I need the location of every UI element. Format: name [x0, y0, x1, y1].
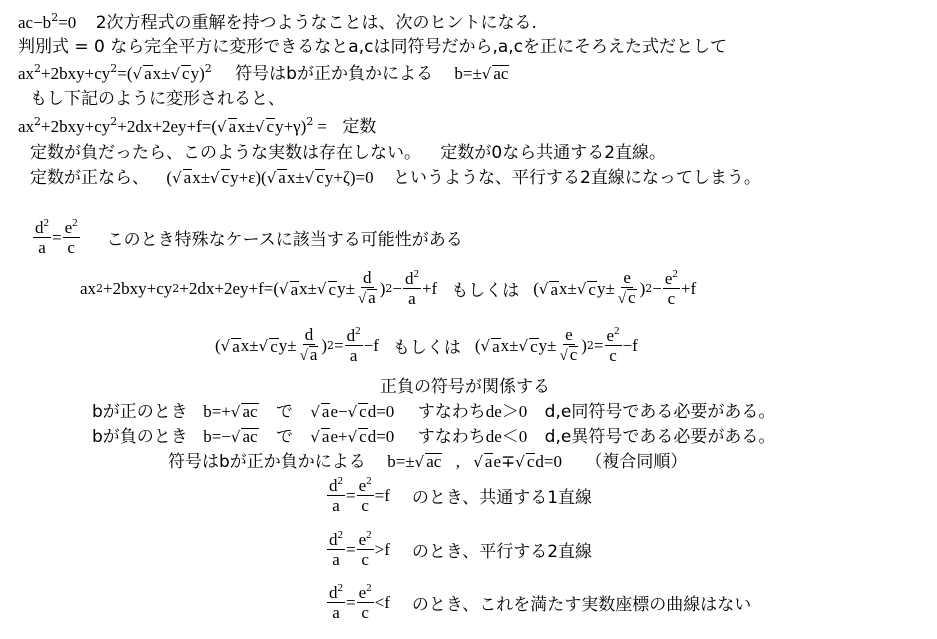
formula-discriminant: ac−b [18, 13, 52, 32]
case-less: $\frac{d^2}{a}$ = $\frac{e^2}{c}$ <f のとき、これを満たす実数座標の曲線はない [329, 582, 752, 622]
special-condition: $\frac{d^2}{a}$ = $\frac{e^2}{c}$ このとき特殊なケースに該当する可能性がある [35, 217, 463, 257]
line-6: 定数が負だったら、このような実数は存在しない。 定数が0なら共通する2直線。 [30, 143, 667, 163]
line-4: もし下記のように変形されると、 [30, 89, 285, 109]
sign-note: 正負の符号が関係する [380, 377, 550, 397]
sign-summary: 符号はbが正か負かによる b=±√ ac , √ ae∓√ cd=0 （複合同順） [168, 452, 688, 472]
line-1: $ac-b^2=0$ 2次方程式の重解を持つようなことは、次のヒントになる. [18, 11, 537, 33]
b-negative-line: bが負のとき b=−√ ac で √ ae+√ cd=0 すなわちde＜0 d,e異符号である必要がある。 [92, 427, 776, 447]
hint-text: 2次方程式の重解を持つようなことは、次のヒントになる. [95, 13, 537, 33]
expansion-2: ( √ a x± √ c y± $\frac{d}{√ a}$ ) 2 = $\frac{d^2}{a}$ −f もしくは ( √ a x± √ c y± $\frac{e}{√ c}$ ) 2 = $\frac{e^2}{c}$ −f [215, 325, 638, 365]
line-7: 定数が正なら、 (√ ax±√ cy+ε)(√ ax±√ cy+ζ)=0 というような、平行する2直線になってしまう。 [30, 168, 761, 188]
case-greater: $\frac{d^2}{a}$ = $\frac{e^2}{c}$ >f のとき、平行する2直線 [329, 529, 593, 569]
b-positive-line: bが正のとき b=+√ ac で √ ae−√ cd=0 すなわちde＞0 d,e同符号である必要がある。 [92, 402, 776, 422]
line-2: 判別式 = 0 なら完全平方に変形できるなとa,cは同符号だから,a,cを正にそろえた式だとして [18, 37, 728, 57]
expansion-1: ax 2 +2bxy+cy 2 +2dx+2ey+f=( √ a x± √ c y± $\frac{d}{√ a}$ ) 2 − $\frac{d^2}{a}$ +f もしくは ( √ a x± √ c y± $\frac{e}{√ c}$ ) 2 − $\frac{e^2}{c}$ +f [80, 268, 697, 308]
case-equal: $\frac{d^2}{a}$ = $\frac{e^2}{c}$ =f のとき、共通する1直線 [329, 475, 593, 515]
line-5: $ax^2+2bxy+cy^2+2dx+2ey+f=(√$ ax±√ cy+γ)$^2$ = 定数 [18, 115, 377, 137]
line-3: $ax^2+2bxy+cy^2=(√$ ax±√ cy)$^2$ 符号はbが正か負かによる b=±√ ac [18, 62, 509, 84]
